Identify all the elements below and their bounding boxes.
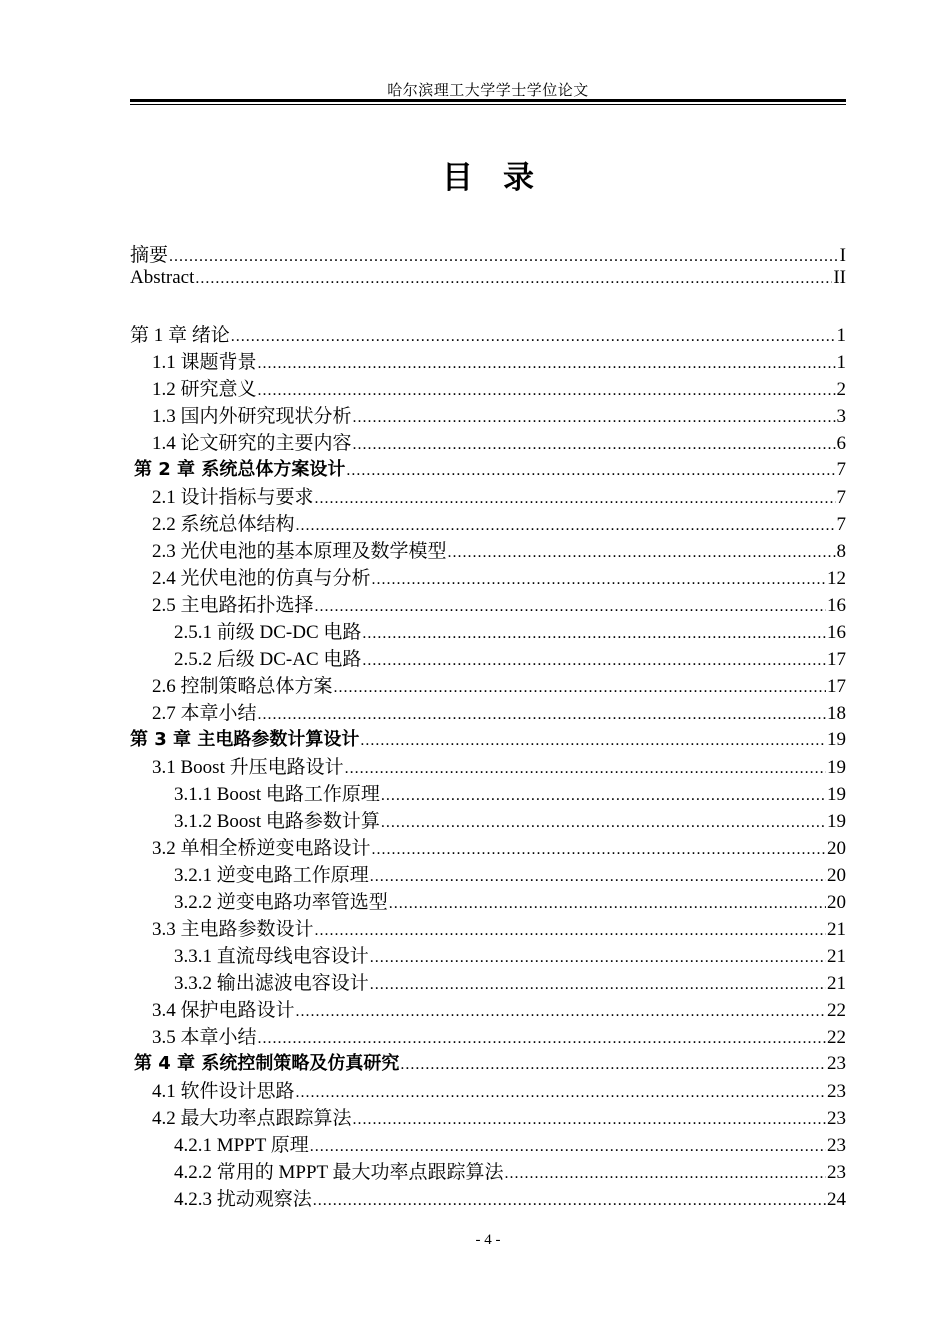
- toc-entry-label: 摘要: [130, 245, 169, 266]
- toc-entry-label: 1.4 论文研究的主要内容: [152, 433, 352, 454]
- toc-entry-page: 12: [827, 568, 846, 589]
- toc-entry-page: 1: [836, 352, 846, 373]
- toc-entry[interactable]: [130, 347, 846, 374]
- toc-entry-page: 23: [827, 1081, 846, 1102]
- toc-entry[interactable]: [130, 779, 846, 806]
- toc-dot-leader: [195, 270, 832, 288]
- toc-entry[interactable]: [130, 455, 846, 482]
- toc-entry-label: 3.3.2 输出滤波电容设计: [174, 973, 369, 994]
- toc-entry-label: 4.2.3 扰动观察法: [174, 1189, 312, 1210]
- toc-entry[interactable]: [130, 1103, 846, 1130]
- toc-entry[interactable]: [130, 725, 846, 752]
- toc-dot-leader: [346, 462, 835, 480]
- toc-dot-leader: [296, 1003, 826, 1021]
- toc-dot-leader: [362, 625, 826, 643]
- toc-dot-leader: [370, 976, 826, 994]
- toc-entry[interactable]: [130, 1184, 846, 1211]
- toc-entry-label: 2.4 光伏电池的仿真与分析: [152, 568, 371, 589]
- toc-entry-page: 20: [827, 865, 846, 886]
- toc-dot-leader: [315, 490, 836, 508]
- toc-entry-label: 3.1.2 Boost 电路参数计算: [174, 811, 380, 832]
- toc-dot-leader: [315, 598, 826, 616]
- toc-entry-page: 23: [827, 1053, 846, 1074]
- toc-entry[interactable]: [130, 617, 846, 644]
- toc-entry-page: 19: [827, 784, 846, 805]
- toc-entry-label: 3.3.1 直流母线电容设计: [174, 946, 369, 967]
- toc-entry-page: 8: [836, 541, 846, 562]
- toc-entry[interactable]: [130, 671, 846, 698]
- toc-dot-leader: [360, 732, 826, 750]
- toc-entry[interactable]: [130, 482, 846, 509]
- toc-entry[interactable]: [130, 240, 846, 267]
- toc-dot-leader: [353, 436, 836, 454]
- toc-dot-leader: [381, 787, 826, 805]
- toc-entry-page: 6: [836, 433, 846, 454]
- toc-entry-label: 4.2.1 MPPT 原理: [174, 1135, 309, 1156]
- toc-entry-page: 1: [836, 325, 846, 346]
- toc-dot-leader: [334, 679, 826, 697]
- toc-entry-page: 18: [827, 703, 846, 724]
- toc-entry-page: 22: [827, 1000, 846, 1021]
- toc-dot-leader: [258, 355, 836, 373]
- toc-entry-page: 22: [827, 1027, 846, 1048]
- toc-entry-label: 3.5 本章小结: [152, 1027, 257, 1048]
- header-rule-thick: [130, 99, 846, 102]
- toc-entry[interactable]: [130, 941, 846, 968]
- toc-entry-page: 23: [827, 1135, 846, 1156]
- toc-entry-page: 17: [827, 676, 846, 697]
- toc-entry-page: II: [833, 267, 846, 288]
- toc-entry-label: 2.6 控制策略总体方案: [152, 676, 333, 697]
- toc-entry[interactable]: [130, 698, 846, 725]
- toc-entry-page: 16: [827, 622, 846, 643]
- toc-entry-page: 7: [836, 459, 846, 480]
- toc-entry-label: 第 2 章 系统总体方案设计: [134, 459, 346, 480]
- page-number: - 4 -: [475, 1232, 501, 1248]
- toc-dot-leader: [448, 544, 836, 562]
- toc-entry-page: 19: [827, 757, 846, 778]
- toc-dot-leader: [313, 1192, 826, 1210]
- toc-entry-label: 2.5.2 后级 DC-AC 电路: [174, 649, 362, 670]
- toc-entry[interactable]: [130, 1076, 846, 1103]
- toc-entry-page: 21: [827, 919, 846, 940]
- toc-entry-page: 7: [836, 487, 846, 508]
- toc-entry-label: 4.2 最大功率点跟踪算法: [152, 1108, 352, 1129]
- toc-entry-page: 20: [827, 838, 846, 859]
- toc-entry[interactable]: [130, 1022, 846, 1049]
- toc-entry[interactable]: [130, 644, 846, 671]
- toc-entry[interactable]: [130, 320, 846, 347]
- toc-entry[interactable]: [130, 374, 846, 401]
- toc-entry[interactable]: [130, 509, 846, 536]
- toc-dot-leader: [370, 949, 826, 967]
- toc-entry[interactable]: [130, 563, 846, 590]
- toc-entry-page: 17: [827, 649, 846, 670]
- toc-dot-leader: [370, 868, 826, 886]
- toc-entry-label: Abstract: [130, 267, 195, 288]
- toc-entry-page: 23: [827, 1162, 846, 1183]
- toc-entry-label: 第 3 章 主电路参数计算设计: [130, 729, 360, 750]
- toc-dot-leader: [169, 248, 839, 266]
- header-rule-thin: [130, 104, 846, 105]
- toc-entry-page: 19: [827, 811, 846, 832]
- toc-entry-page: 21: [827, 973, 846, 994]
- toc-dot-leader: [296, 1084, 826, 1102]
- toc-entry[interactable]: [130, 806, 846, 833]
- toc-entry-label: 1.3 国内外研究现状分析: [152, 406, 352, 427]
- toc-entry[interactable]: [130, 1130, 846, 1157]
- toc-entry[interactable]: [130, 860, 846, 887]
- toc-entry-page: 23: [827, 1108, 846, 1129]
- toc-dot-leader: [362, 652, 826, 670]
- toc-dot-leader: [353, 1111, 826, 1129]
- toc-dot-leader: [258, 706, 826, 724]
- toc-entry-label: 2.7 本章小结: [152, 703, 257, 724]
- toc-dot-leader: [315, 922, 826, 940]
- toc-entry-label: 3.1 Boost 升压电路设计: [152, 757, 344, 778]
- toc-entry[interactable]: [130, 887, 846, 914]
- toc-entry[interactable]: [130, 752, 846, 779]
- toc-entry[interactable]: [130, 536, 846, 563]
- toc-dot-leader: [372, 571, 826, 589]
- toc-dot-leader: [310, 1138, 826, 1156]
- toc-entry-label: 2.1 设计指标与要求: [152, 487, 314, 508]
- toc-entry-page: 7: [836, 514, 846, 535]
- toc-dot-leader: [258, 1030, 826, 1048]
- toc-entry-label: 4.2.2 常用的 MPPT 最大功率点跟踪算法: [174, 1162, 504, 1183]
- toc-entry-label: 3.2.1 逆变电路工作原理: [174, 865, 369, 886]
- toc-entry-label: 1.1 课题背景: [152, 352, 257, 373]
- toc-entry-page: 21: [827, 946, 846, 967]
- toc-entry-label: 4.1 软件设计思路: [152, 1081, 295, 1102]
- toc-entry-label: 2.3 光伏电池的基本原理及数学模型: [152, 541, 447, 562]
- toc-entry-label: 第 4 章 系统控制策略及仿真研究: [134, 1053, 400, 1074]
- toc-entry[interactable]: [130, 401, 846, 428]
- toc-entry-label: 2.5.1 前级 DC-DC 电路: [174, 622, 362, 643]
- toc-dot-leader: [389, 895, 826, 913]
- toc-entry-page: 2: [836, 379, 846, 400]
- toc-entry[interactable]: [130, 968, 846, 995]
- toc-dot-leader: [258, 382, 836, 400]
- toc-entry-page: 3: [836, 406, 846, 427]
- toc-entry[interactable]: [130, 1049, 846, 1076]
- toc-dot-leader: [400, 1056, 826, 1074]
- toc-entry[interactable]: [130, 1157, 846, 1184]
- toc-dot-leader: [505, 1165, 826, 1183]
- toc-dot-leader: [372, 841, 826, 859]
- toc-entry-label: 3.3 主电路参数设计: [152, 919, 314, 940]
- toc-entry-label: 3.2.2 逆变电路功率管选型: [174, 892, 388, 913]
- toc-dot-leader: [381, 814, 826, 832]
- toc-entry[interactable]: [130, 833, 846, 860]
- toc-entry-label: 3.2 单相全桥逆变电路设计: [152, 838, 371, 859]
- toc-entry-label: 第 1 章 绪论: [130, 325, 230, 346]
- toc-entry-label: 1.2 研究意义: [152, 379, 257, 400]
- toc-entry-label: 3.1.1 Boost 电路工作原理: [174, 784, 380, 805]
- toc-dot-leader: [353, 409, 836, 427]
- toc-entry[interactable]: [130, 428, 846, 455]
- toc-entry-label: 2.2 系统总体结构: [152, 514, 295, 535]
- page-title: 目录: [442, 160, 564, 196]
- toc-entry-page: 19: [827, 729, 846, 750]
- toc-dot-leader: [231, 328, 836, 346]
- table-of-contents: [130, 240, 846, 1211]
- toc-entry[interactable]: [130, 267, 846, 294]
- toc-entry-page: 20: [827, 892, 846, 913]
- toc-entry-page: I: [839, 245, 846, 266]
- toc-entry-page: 24: [827, 1189, 846, 1210]
- toc-entry-label: 2.5 主电路拓扑选择: [152, 595, 314, 616]
- toc-entry[interactable]: [130, 590, 846, 617]
- toc-dot-leader: [345, 760, 826, 778]
- toc-dot-leader: [296, 517, 836, 535]
- toc-entry-label: 3.4 保护电路设计: [152, 1000, 295, 1021]
- running-header: 哈尔滨理工大学学士学位论文: [387, 83, 589, 99]
- toc-entry-page: 16: [827, 595, 846, 616]
- toc-entry[interactable]: [130, 914, 846, 941]
- toc-entry[interactable]: [130, 995, 846, 1022]
